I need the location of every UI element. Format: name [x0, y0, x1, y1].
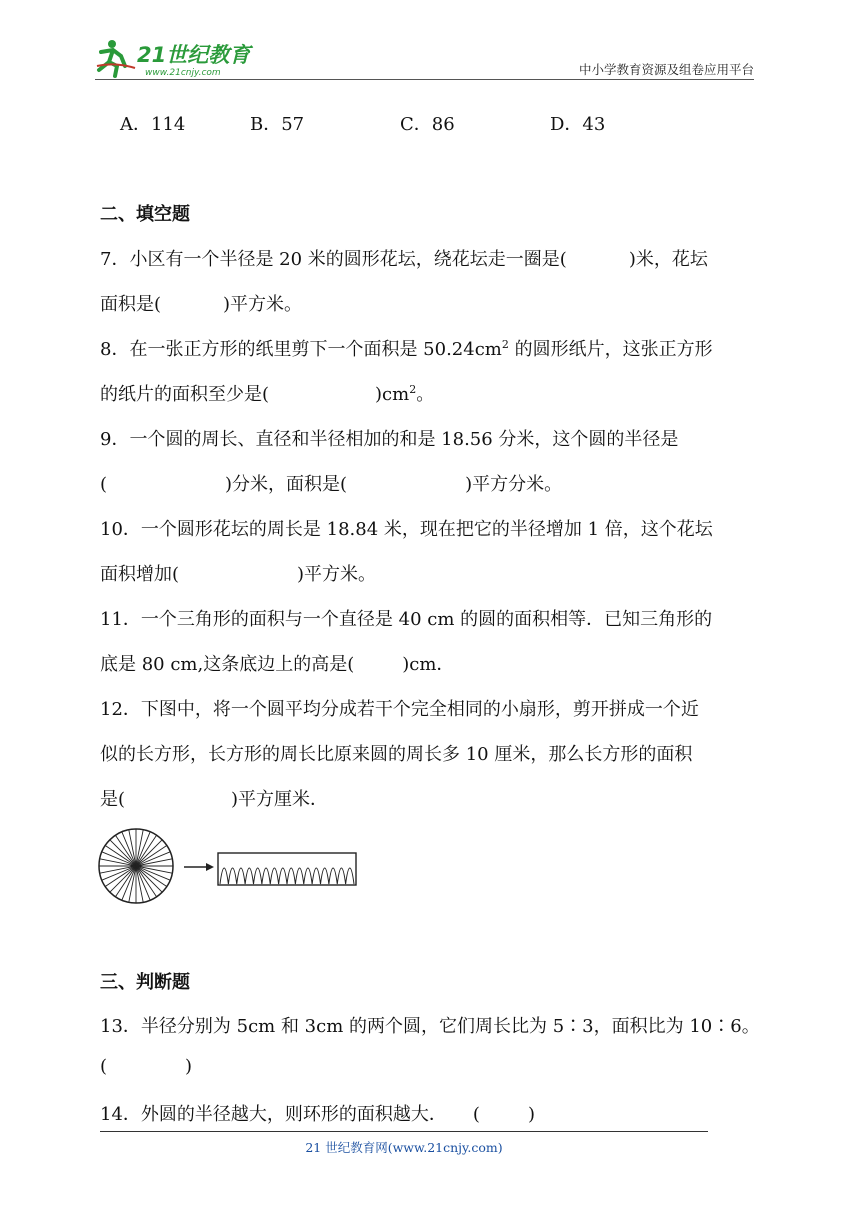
q9-text: )平方分米。 [465, 474, 563, 495]
q10-text: )平方米。 [297, 564, 377, 585]
q11-line2 [100, 650, 454, 676]
q12-line1 [100, 695, 699, 721]
q10-text: 面积增加( [100, 564, 180, 585]
q8-text: 8．在一张正方形的纸里剪下一个面积是 50.24cm [100, 339, 502, 360]
q7-text: 面积是( [100, 294, 162, 315]
q14-text: 14．外圆的半径越大，则环形的面积越大． [100, 1104, 447, 1125]
q14-text: ) [527, 1104, 535, 1125]
q13-line2 [100, 1056, 192, 1077]
q12-text: 12．下图中，将一个圆平均分成若干个完全相同的小扇形，剪开拼成一个近 [100, 699, 699, 720]
q9-line1 [100, 425, 678, 451]
q8-text: )cm [375, 384, 410, 405]
footer-text: 21 世纪教育网(www.21cnjy.com) [305, 1140, 503, 1155]
option-d: D．43 [550, 114, 606, 135]
logo-url: www.21cnjy.com [145, 68, 221, 78]
q8-line2 [100, 380, 434, 406]
runner-icon [97, 40, 135, 76]
q9-text: ( [100, 474, 108, 495]
footer-divider [100, 1131, 708, 1132]
q11-text: 底是 80 cm,这条底边上的高是( [100, 654, 355, 675]
q13-line1 [100, 1012, 760, 1038]
q12-line2 [100, 740, 692, 766]
q12-text: )平方厘米． [231, 789, 329, 810]
option-c: C．86 [400, 114, 455, 135]
divided-circle [99, 829, 173, 903]
option-b: B．57 [250, 114, 305, 135]
q9-text: )分米，面积是( [225, 474, 348, 495]
q12-line3 [100, 785, 328, 811]
q11-line1 [100, 605, 712, 631]
q7-text: )平方米。 [223, 294, 303, 315]
option-a: A．114 [120, 114, 186, 135]
q11-text: )cm． [402, 654, 455, 675]
logo-text: 21世纪教育 [137, 43, 251, 67]
q9-line2 [100, 470, 562, 496]
q13-text: ( [100, 1056, 108, 1077]
q8-superscript: 2 [409, 383, 417, 396]
q8-line1 [100, 335, 713, 361]
q12-text: 似的长方形，长方形的周长比原来圆的周长多 10 厘米，那么长方形的面积 [100, 744, 693, 765]
header-platform-text: 中小学教育资源及组卷应用平台 [578, 62, 754, 77]
q12-text: 是( [100, 789, 126, 810]
q10-text: 10．一个圆形花坛的周长是 18.84 米，现在把它的半径增加 1 倍，这个花坛 [100, 519, 713, 540]
section-judge-heading: 三、判断题 [100, 972, 190, 993]
q8-text: 。 [416, 384, 435, 405]
q7-line1 [100, 245, 708, 271]
header-divider [95, 79, 754, 80]
q8-text: 的圆形纸片，这张正方形 [508, 339, 713, 360]
q14-line1 [100, 1100, 535, 1126]
q7-line2 [100, 290, 302, 316]
q14-text: ( [472, 1104, 480, 1125]
q13-text: ) [185, 1056, 193, 1077]
q10-line2 [100, 560, 376, 586]
q7-text: 7．小区有一个半径是 20 米的圆形花坛，绕花坛走一圈是( [100, 249, 567, 270]
q13-text: 13．半径分别为 5cm 和 3cm 的两个圆，它们周长比为 5∶3，面积比为 10∶6。 [100, 1016, 760, 1037]
q11-text: 11．一个三角形的面积与一个直径是 40 cm 的圆的面积相等．已知三角形的 [100, 609, 713, 630]
q7-text: )米，花坛 [628, 249, 708, 270]
circle-to-rectangle-figure [98, 826, 360, 906]
section-fill-heading: 二、填空题 [100, 204, 190, 225]
q10-line1 [100, 515, 713, 541]
approx-rectangle [218, 853, 356, 885]
site-logo [95, 36, 265, 80]
arrow-icon [184, 863, 214, 871]
q8-text: 的纸片的面积至少是( [100, 384, 270, 405]
q9-text: 9．一个圆的周长、直径和半径相加的和是 18.56 分米，这个圆的半径是 [100, 429, 679, 450]
q8-superscript: 2 [501, 338, 509, 351]
